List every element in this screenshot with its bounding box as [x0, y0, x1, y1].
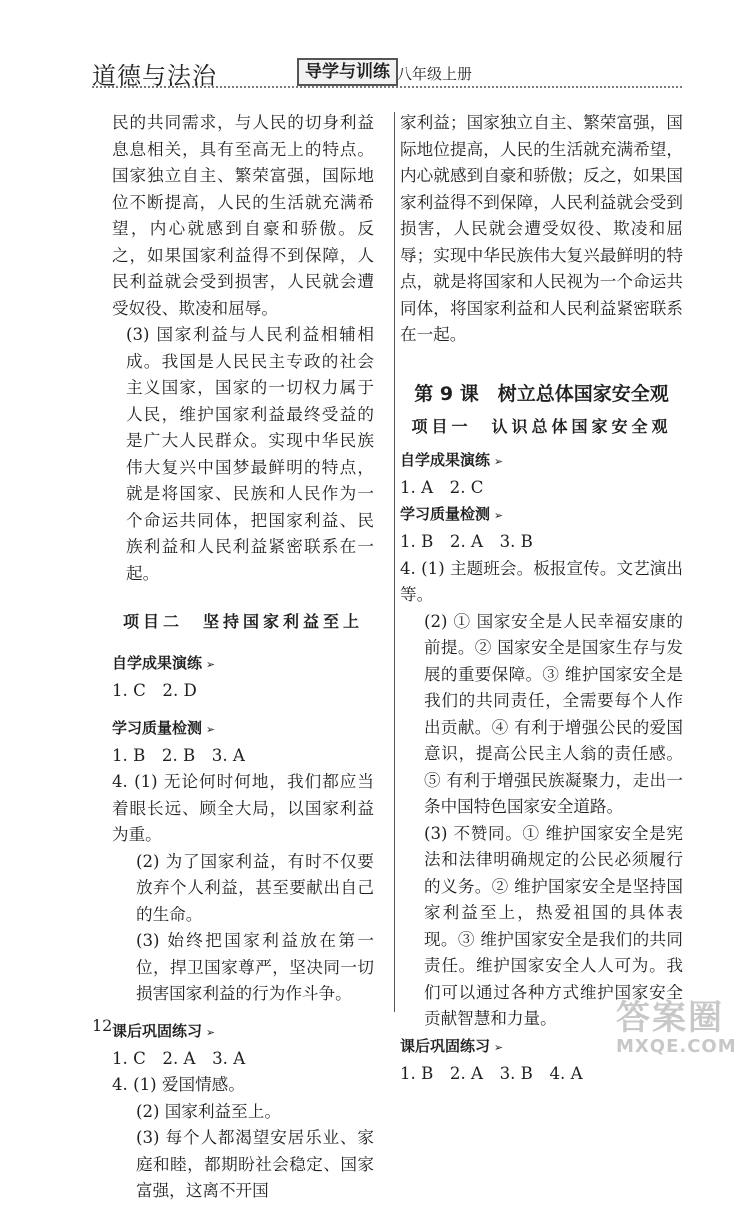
section-label: 自学成果演练 ➢	[112, 650, 374, 678]
right-column	[400, 110, 683, 1087]
series-badge: 导学与训练	[297, 58, 398, 86]
header-rule	[92, 86, 682, 88]
answer-paragraph: 家利益；国家独立自主、繁荣富强，国际地位提高，人民的生活就充满希望，内心就感到自豪和骄傲；反之，如果国家利益得不到保障，人民利益就会受到损害，人民就会遭受奴役、欺凌和屈辱；实现中华民族伟大复兴最鲜明的特点，就是将国家和人民视为一个命运共同体，将国家利益和人民利益紧密联系在一起。	[400, 113, 683, 344]
answer-line: 4. (1) 主题班会。板报宣传。文艺演出等。	[400, 558, 683, 604]
project-title: 项目一 认识总体国家安全观	[411, 416, 672, 436]
lesson-title: 第 9 课 树立总体国家安全观	[414, 382, 669, 405]
answer-line: (3) 始终把国家利益放在第一位，捍卫国家尊严，坚决同一切损害国家利益的行为作斗争。	[136, 931, 374, 1003]
page-header	[92, 50, 682, 90]
answer-line: 1. B 2. A 3. B	[400, 532, 533, 551]
answer-line: 1. A 2. C	[400, 477, 484, 497]
answer-line: 4. (1) 爱国情感。	[112, 1075, 245, 1094]
answer-line: (3) 不赞同。① 维护国家安全是宪法和法律明确规定的公民必须履行的义务。② 维护国家安全是坚持国家利益至上，热爱祖国的具体表现。③ 维护国家安全是我们的共同责任。维护国家安全人人可为。我们可以通过各种方式维护国家安全贡献智慧和力量。	[424, 823, 683, 1028]
section-label: 学习质量检测 ➢	[400, 501, 683, 529]
answer-line: 4. (1) 无论何时何地，我们都应当着眼长远、顾全大局，以国家利益为重。	[112, 772, 374, 844]
page-number: 12	[92, 1016, 113, 1035]
answer-line: (2) 国家利益至上。	[136, 1101, 281, 1121]
answer-line: 1. C 2. D	[112, 681, 197, 700]
section-label: 自学成果演练 ➢	[400, 447, 683, 475]
answer-line: (3) 每个人都渴望安居乐业、家庭和睦，都期盼社会稳定、国家富强，这离不开国	[136, 1128, 374, 1200]
answer-paragraph: 民的共同需求，与人民的切身利益息息相关，具有至高无上的特点。国家独立自主、繁荣富强，国际地位不断提高，人民的生活就充满希望，内心就感到自豪和骄傲。反之，如果国家利益得不到保障，人民利益就会受到损害，人民就会遭受奴役、欺凌和屈辱。	[112, 113, 374, 318]
section-label: 课后巩固练习 ➢	[400, 1033, 683, 1061]
section-label: 课后巩固练习 ➢	[112, 1018, 374, 1046]
column-divider	[394, 112, 395, 1012]
watermark-logo	[616, 1000, 737, 1057]
watermark-text: 答案圈	[616, 998, 724, 1038]
watermark-url: MXQE.COM	[616, 1036, 737, 1057]
answer-line: (2) ① 国家安全是人民幸福安康的前提。② 国家安全是国家生存与发展的重要保障。③ 维护国家安全是我们的共同责任，全需要每个人作出贡献。④ 有利于增强公民的爱国意识，提高公民主人翁的责任感。⑤ 有利于增强民族凝聚力，走出一条中国特色国家安全道路。	[424, 611, 683, 816]
subject-title: 道德与法治	[92, 62, 217, 90]
answer-line: 1. C 2. A 3. A	[112, 1048, 246, 1068]
grade-label: 八年级上册	[397, 65, 473, 83]
answer-line: 1. B 2. B 3. A	[112, 745, 245, 765]
left-column	[112, 110, 374, 1205]
answer-line: 1. B 2. A 3. B 4. A	[400, 1063, 583, 1083]
answer-line: (2) 为了国家利益，有时不仅要放弃个人利益，甚至要献出自己的生命。	[136, 851, 374, 924]
section-label: 学习质量检测 ➢	[112, 715, 374, 743]
answer-paragraph: (3) 国家利益与人民利益相辅相成。我国是人民民主专政的社会主义国家，国家的一切权力属于人民，维护国家利益最终受益的是广大人民群众。实现中华民族伟大复兴中国梦最鲜明的特点，就是将国家、民族和人民作为一个命运共同体，把国家利益、民族利益和人民利益紧密联系在一起。	[126, 325, 374, 583]
project-title: 项目二 坚持国家利益至上	[122, 612, 363, 631]
